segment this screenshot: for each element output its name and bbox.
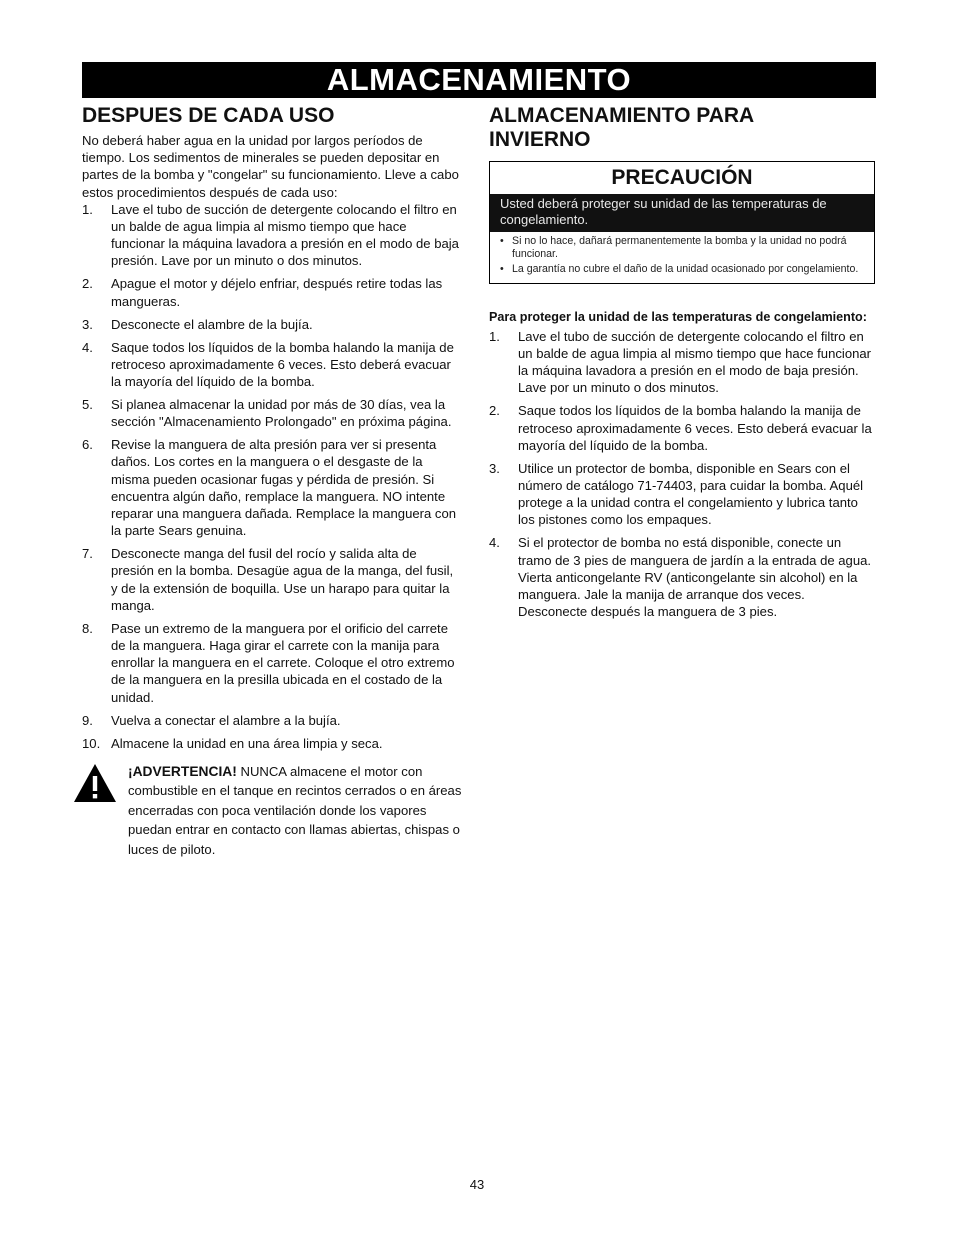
caution-message: Usted deberá proteger su unidad de las temperaturas de congelamiento. bbox=[490, 194, 874, 232]
after-use-steps bbox=[82, 201, 462, 752]
step-number: 1. bbox=[489, 328, 500, 344]
list-item bbox=[82, 316, 462, 333]
caution-box bbox=[489, 161, 875, 284]
step-number: 9. bbox=[82, 712, 93, 728]
heading-line: INVIERNO bbox=[489, 128, 591, 151]
heading-line: ALMACENAMIENTO PARA bbox=[489, 104, 755, 127]
winter-steps bbox=[489, 328, 877, 621]
list-item bbox=[489, 402, 877, 454]
protect-heading: Para proteger la unidad de las temperaturas de congelamiento: bbox=[489, 309, 867, 324]
step-text: Apague el motor y déjelo enfriar, después retire todas las mangueras. bbox=[111, 276, 443, 309]
list-item bbox=[82, 275, 462, 309]
list-item bbox=[82, 620, 462, 706]
warning-triangle-icon bbox=[72, 762, 118, 804]
list-item bbox=[82, 545, 462, 614]
list-item bbox=[489, 328, 877, 397]
warning-block bbox=[82, 762, 462, 859]
step-number: 2. bbox=[82, 276, 93, 292]
step-number: 4. bbox=[489, 535, 500, 551]
step-number: 10. bbox=[82, 735, 101, 751]
right-column bbox=[489, 104, 877, 626]
list-item bbox=[489, 460, 877, 529]
list-item bbox=[82, 339, 462, 391]
left-column bbox=[82, 104, 462, 859]
step-text: Lave el tubo de succión de detergente colocando el filtro en un balde de agua limpia al mismo tiempo que hace funcionar la máquina lavadora a presión en el modo de baja presión. Lave por un minuto o dos minutos. bbox=[111, 201, 459, 269]
step-text: Revise la manguera de alta presión para ver si presenta daños. Los cortes en la manguera o el desgaste de la misma pueden ocasionar fugas y pérdida de presión. Si encuentra algún daño, remplace la manguera. NO intente reparar una manguera dañada. Remplace la manguera con la parte Sears genuina. bbox=[111, 437, 457, 539]
step-text: Vuelva a conectar el alambre a la bujía. bbox=[111, 712, 341, 728]
step-number: 2. bbox=[489, 403, 500, 419]
page-number: 43 bbox=[469, 1177, 485, 1192]
step-number: 7. bbox=[82, 546, 93, 562]
step-number: 3. bbox=[489, 460, 500, 476]
step-number: 3. bbox=[82, 316, 93, 332]
step-text: Pase un extremo de la manguera por el orificio del carrete de la manguera. Haga girar el carrete con la manija para enrollar la manguera en el carrete. Coloque el otro extremo de la manguera en la presilla ubicada en el costado de la unidad. bbox=[111, 620, 455, 705]
list-item bbox=[82, 712, 462, 729]
winter-storage-heading bbox=[489, 104, 877, 152]
step-number: 5. bbox=[82, 397, 93, 413]
list-item bbox=[82, 735, 462, 752]
list-item bbox=[82, 396, 462, 430]
step-text: Si planea almacenar la unidad por más de 30 días, vea la sección "Almacenamiento Prolongado" en próxima página. bbox=[111, 397, 452, 430]
step-text: Saque todos los líquidos de la bomba halando la manija de retroceso aproximadamente 6 veces. Esto deberá evacuar la mayoría del líquido de la bomba. bbox=[518, 403, 872, 453]
step-text: Saque todos los líquidos de la bomba halando la manija de retroceso aproximadamente 6 veces. Esto deberá evacuar la mayoría del líquido de la bomba. bbox=[111, 339, 454, 390]
list-item: • La garantía no cubre el daño de la unidad ocasionado por congelamiento. bbox=[500, 263, 866, 276]
step-text: Almacene la unidad en una área limpia y seca. bbox=[111, 735, 383, 751]
step-number: 8. bbox=[82, 620, 93, 636]
step-text: Utilice un protector de bomba, disponible en Sears con el número de catálogo 71-74403, para cuidar la bomba. Aquél protege a la unidad contra el congelamiento y lubrica tanto los pistones como los empaques. bbox=[518, 460, 864, 528]
step-number: 4. bbox=[82, 339, 93, 355]
section-banner: ALMACENAMIENTO bbox=[82, 62, 876, 98]
warning-label: ¡ADVERTENCIA! bbox=[128, 763, 237, 779]
list-item bbox=[489, 534, 877, 620]
list-item bbox=[82, 436, 462, 539]
caution-bullets bbox=[490, 232, 874, 283]
step-number: 6. bbox=[82, 437, 93, 453]
list-item bbox=[82, 201, 462, 270]
after-use-heading: DESPUES DE CADA USO bbox=[82, 104, 335, 127]
list-item: • Si no lo hace, dañará permanentemente la bomba y la unidad no podrá funcionar. bbox=[500, 235, 866, 262]
step-text: Si el protector de bomba no está disponible, conecte un tramo de 3 pies de manguera de jardín a la entrada de agua. Vierta anticongelante RV (anticongelante sin alcohol) en la manguera. Jale la manija de arranque dos veces. Desconecte después la manguera de 3 pies. bbox=[518, 535, 872, 620]
step-text: Desconecte manga del fusil del rocío y salida alta de presión en la bomba. Desagüe agua de la manga, del fusil, y de la extensión de boquilla. Use un harapo para quitar la manga. bbox=[111, 546, 454, 613]
step-number: 1. bbox=[82, 201, 93, 217]
step-text: Desconecte el alambre de la bujía. bbox=[111, 316, 313, 332]
after-use-intro: No deberá haber agua en la unidad por largos períodos de tiempo. Los sedimentos de minerales se pueden depositar en partes de la bomba y "congelar" su funcionamiento. Lleve a cabo estos procedimientos después de cada uso: bbox=[82, 133, 459, 200]
warning-text: NUNCA almacene el motor con combustible en el tanque en recintos cerrados o en áreas encerradas con poca ventilación donde los vapores puedan entrar en contacto con llamas abiertas, chispas o luces de piloto. bbox=[128, 763, 462, 857]
step-text: Lave el tubo de succión de detergente colocando el filtro en un balde de agua limpia al mismo tiempo que hace funcionar la máquina lavadora a presión en el modo de baja presión. Lave por un minuto o dos minutos. bbox=[518, 328, 872, 396]
caution-title: PRECAUCIÓN bbox=[611, 166, 753, 189]
